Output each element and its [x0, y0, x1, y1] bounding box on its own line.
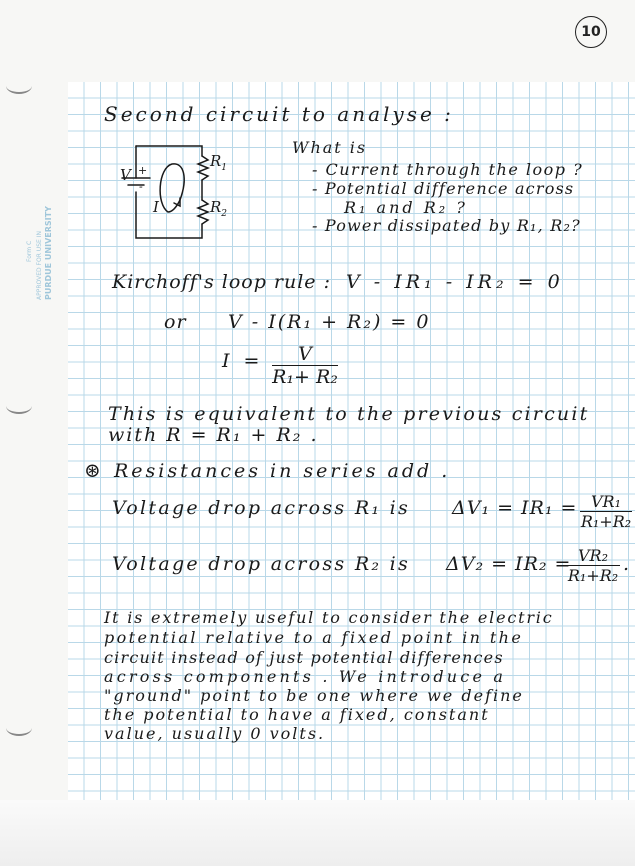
current-denominator: R₁+ R₂ — [272, 366, 338, 388]
paragraph-line-3: circuit instead of just potential differences — [104, 648, 504, 667]
circuit-wire — [136, 192, 202, 238]
paragraph-line-4: across components . We introduce a — [104, 667, 507, 686]
question-power: - Power dissipated by R₁, R₂? — [312, 216, 581, 235]
voltage-drop-1-denominator: R₁+R₂ — [580, 512, 632, 531]
binder-hole-mark — [6, 78, 32, 94]
kirchoff-equation-1: V - IR₁ - IR₂ = 0 — [346, 271, 564, 293]
page-bottom-margin — [0, 800, 635, 866]
paragraph-line-1: It is extremely useful to consider the electric — [104, 608, 554, 627]
circuit-label-minus: - — [139, 180, 143, 193]
current-fraction — [272, 343, 338, 388]
stamp-form: Form C — [26, 240, 33, 262]
circuit-diagram — [110, 138, 250, 248]
series-rule: Resistances in series add . — [114, 460, 451, 482]
resistor-r1-zigzag — [198, 156, 208, 180]
voltage-drop-1-text: Voltage drop across R₁ is — [112, 497, 411, 519]
stamp-approved: APPROVED FOR USE IN — [36, 231, 43, 300]
circuit-label-current: I — [153, 198, 159, 216]
circuit-label-v: V — [120, 166, 131, 184]
stamp-university: PURDUE UNIVERSITY — [44, 206, 53, 300]
voltage-drop-2-equation: ΔV₂ = IR₂ = — [446, 553, 572, 575]
voltage-drop-2-denominator: R₁+R₂ — [567, 566, 619, 585]
paragraph-line-5: "ground" point to be one where we define — [104, 686, 524, 705]
current-numerator: V — [272, 343, 338, 366]
voltage-drop-1-numerator: VR₁ — [580, 492, 632, 512]
voltage-drop-1-equation: ΔV₁ = IR₁ = — [452, 497, 578, 519]
voltage-drop-2-fraction — [566, 546, 620, 585]
binder-hole-mark — [6, 398, 32, 414]
voltage-drop-2-text: Voltage drop across R₂ is — [112, 553, 411, 575]
equivalent-line-2: with R = R₁ + R₂ . — [108, 424, 319, 446]
paragraph-line-2: potential relative to a fixed point in the — [104, 628, 524, 647]
question-potential-resistors: R₁ and R₂ ? — [344, 198, 468, 217]
circuit-label-r1: $R_1$ — [210, 152, 228, 173]
voltage-drop-2-period: . — [623, 553, 631, 575]
page-title: Second circuit to analyse : — [104, 102, 454, 126]
kirchoff-or: or — [164, 311, 187, 333]
circuit-wire — [136, 146, 202, 156]
current-lhs: I = — [222, 350, 264, 372]
kirchoff-rule-label: Kirchoff's loop rule : — [112, 271, 331, 293]
voltage-drop-1-fraction — [580, 492, 632, 531]
questions-heading: What is — [292, 138, 368, 157]
circuit-label-plus: + — [138, 164, 148, 177]
paragraph-line-7: value, usually 0 volts. — [104, 724, 326, 743]
page-number: 10 — [575, 16, 607, 48]
equivalent-line-1: This is equivalent to the previous circuit — [108, 403, 590, 425]
paragraph-line-6: the potential to have a fixed, constant — [104, 705, 490, 724]
star-icon: ⊛ — [84, 458, 102, 482]
question-current: - Current through the loop ? — [312, 160, 584, 179]
question-potential: - Potential difference across — [312, 179, 575, 198]
circuit-label-r2: $R_2$ — [210, 198, 228, 219]
voltage-drop-2-numerator: VR₂ — [566, 546, 620, 566]
kirchoff-equation-2: V - I(R₁ + R₂) = 0 — [228, 311, 431, 333]
binder-hole-mark — [6, 720, 32, 736]
resistor-r2-zigzag — [198, 200, 208, 224]
